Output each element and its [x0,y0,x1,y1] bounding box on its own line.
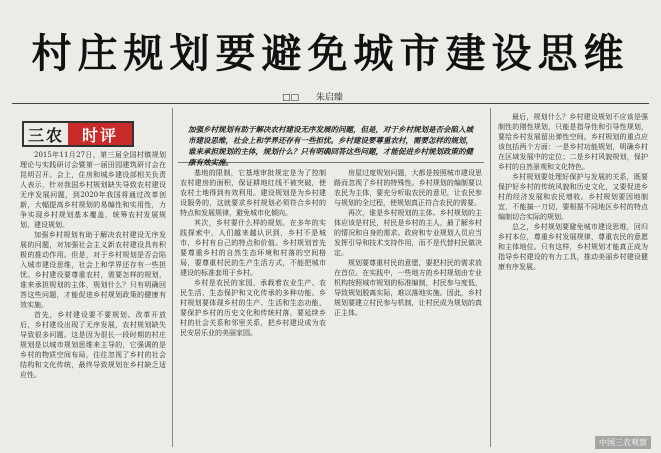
paragraph: 2015年11月27日，第三届全国村镇规划理论与实践研讨会暨第一届田园建筑研讨会在昆明召开。会上，住房和城乡建设部相关负责人表示，针对我国乡村规划缺失导致农村建设无序发展问题，到2020年我国将通过改革创新，大幅提高乡村规划的易编性和实用性，力争实现乡村规划基本覆盖，统筹农村发展规划、建设规划。 [20,151,166,229]
badge-label-sannong: 三农 [28,125,65,145]
column-badge [22,121,134,147]
paragraph: 乡村规划要处理好保护与发展的关系，既要保护好乡村的传统风貌和历史文化，又要促进乡村的经济发展和农民增收。乡村规划要因地制宜，不能搞一刀切，要根据不同地区乡村的特点编制切合实际的规划。 [498,173,648,221]
column-divider [490,108,491,447]
paragraph: 房屋过度规划问题，大都是按照城市建设思路而忽视了乡村的特殊性。乡村规划的编制要以农民为主体，要充分听取农民的意见，让农民参与规划的全过程，使规划真正符合农民的需要。 [334,169,482,207]
paragraph: 基地的限制，它基地审批规定是为了控制农村建房的面积，保证耕地红线不被突破，使农村土地得到有效利用。建设规划是为乡村建设服务的，这就要求乡村规划必须符合乡村的特点和发展规律，避免城市化倾向。 [180,169,326,217]
article-column-4 [498,112,648,446]
article-column-1 [20,150,166,448]
lead-paragraph: 加强乡村规划有助于解决农村建设无序发展的问题，但是，对于乡村规划是否会陷入城市建设思维，社会上和学界还存有一些担忧。乡村建设要尊重农村，需要怎样的规划，谁来承担规划的主体，规划什么？只有明确回答这些问题，才能促进乡村规划政策的健康有效实施。 [188,125,473,167]
article-column-2 [180,168,326,448]
watermark: 中国三农观察 [595,436,651,449]
author-name: 朱启臻 [315,93,343,103]
paragraph: 加强乡村规划有助于解决农村建设无序发展的问题，对加强社会主义新农村建设具有积极的推动作用。但是，对于乡村规划是否会陷入城市建设思维，社会上和学界还存有一些担忧。乡村建设要尊重农村，需要怎样的规划，谁来承担规划的主体，规划什么？只有明确回答这些问题，才能促进乡村规划政策的健康有效实施。 [20,231,166,309]
column-mark: □□ [282,93,300,103]
paragraph: 乡村是农民的家园，承载着农业生产、农民生活、生态保护和文化传承的多种功能。乡村规划要体现乡村的生产、生活和生态功能，要保护乡村的历史文化和传统村落，要延续乡村的社会关系和邻里关系，把乡村建设成为农民安居乐业的美丽家园。 [180,279,326,337]
header-rule [12,103,649,104]
paragraph: 首先，乡村建设要不要规划。改革开放后，乡村建设出现了无序发展，农村规划缺失导致很多问题。这是因为很长一段时期的村庄规划是以城市规划思维来主导的，它强调的是乡村的物质空间布局，往往忽视了乡村的社会结构和文化传统，最终导致规划在乡村缺乏适应性。 [20,311,166,379]
article-column-3 [334,168,482,448]
badge-label-shiping: 时评 [68,123,132,145]
headline: 村庄规划要避免城市建设思维 [31,31,630,77]
paragraph: 总之，乡村规划要避免城市建设思维，回归乡村本位，尊重乡村发展规律，尊重农民的意愿和主体地位。只有这样，乡村规划才能真正成为指导乡村建设的有力工具，推动美丽乡村建设健康有序发展。 [498,223,648,271]
paragraph: 再次，谁是乡村规划的主体。乡村规划的主体应该是村民，村民是乡村的主人，最了解乡村的情况和自身的需求。政府和专业规划人员应当发挥引导和技术支持作用，而不是代替村民做决定。 [334,209,482,257]
paragraph: 最后，规划什么？乡村建设规划不应该是强制性的刚性规划，只能是指导性和引导性规划，要给乡村发展留出弹性空间。乡村规划的重点应该包括两个方面：一是乡村功能规划，明确乡村在区域发展中的定位；二是乡村风貌规划，保护乡村的自然景观和文化特色。 [498,113,648,171]
column-divider [172,108,173,447]
byline [282,90,357,103]
paragraph: 其次，乡村要什么样的规划。在多年的实践探索中，人们越来越认识到，乡村不是城市，乡村有自己的特点和价值。乡村规划首先要尊重乡村的自然生态环境和村落的空间格局，要尊重村民的生产生活方式，不能把城市建设的标准套用于乡村。 [180,219,326,277]
paragraph: 规划要尊重村民的意愿，要把村民的需求放在首位。在实践中，一些地方的乡村规划由专业机构按照城市规划的标准编制，村民参与度低，导致规划脱离实际，难以落地实施。因此，乡村规划要建立村民参与机制，让村民成为规划的真正主体。 [334,259,482,317]
